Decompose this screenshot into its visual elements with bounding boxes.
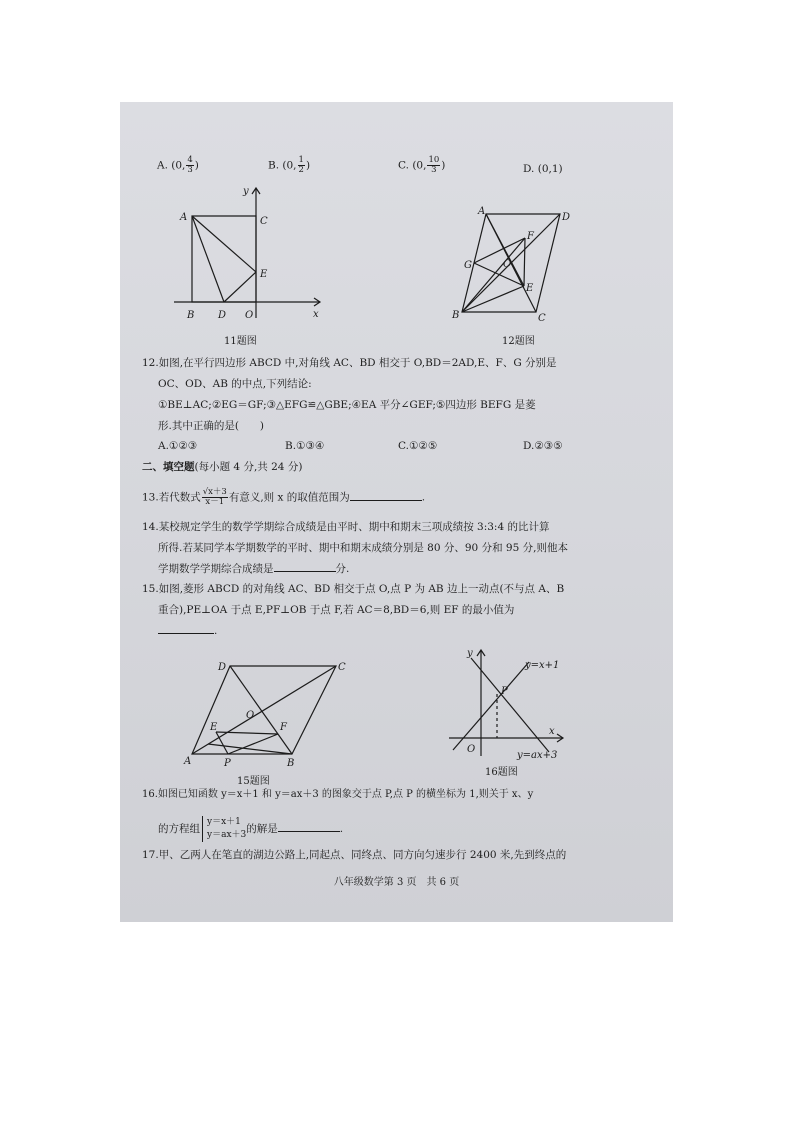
label-a: A [184, 756, 192, 767]
label-o: O [503, 259, 512, 270]
q11-option-d: D. (0,1) [523, 163, 563, 175]
q11-option-a: A. (0, $\frac{4}{3}$ ) [157, 155, 199, 175]
label-c: C [338, 662, 346, 673]
label-d: D [218, 310, 227, 321]
fig15-caption: 15题图 [237, 776, 270, 787]
q15-line-2: 重合),PE⊥OA 于点 E,PF⊥OB 于点 F,若 AC＝8,BD＝6,则 EF 的最小值为 [158, 604, 515, 616]
q16-line-1: 16.如图已知函数 y＝x＋1 和 y＝ax＋3 的图象交于点 P,点 P 的横坐标为 1,则关于 x、y [142, 789, 534, 800]
q11-option-c: C. (0, $\frac{10}{3}$ ) [398, 155, 446, 175]
fig16-caption: 16题图 [485, 767, 518, 778]
label-g: G [464, 260, 472, 271]
segment-de [224, 272, 256, 302]
q12-line-1: 12.如图,在平行四边形 ABCD 中,对角线 AC、BD 相交于 O,BD＝2AD,E、F、G 分别是 [142, 357, 557, 369]
q14-line-3: 学期数学学期综合成绩是 分. [158, 563, 350, 575]
q14-line-2: 所得.若某同学本学期数学的平时、期中和期末成绩分别是 80 分、90 分和 95 分,则他本 [158, 542, 568, 554]
segment-ad [192, 216, 224, 302]
exam-page [120, 102, 673, 922]
label-d: D [562, 212, 571, 223]
label-x: x [313, 309, 319, 320]
label-o: O [245, 310, 254, 321]
figure-15 [184, 658, 358, 769]
q13: 13.若代数式 $\frac{√x+3}{x-1}$ 有意义,则 x 的取值范围为 . [142, 487, 426, 507]
q12-option-c: C.①②⑤ [398, 440, 438, 452]
label-f: F [280, 722, 287, 733]
label-e: E [260, 269, 268, 280]
segment-ae [192, 216, 256, 272]
q14-line-1: 14.某校规定学生的数学学期综合成绩是由平时、期中和期末三项成绩按 3:3:4 的比计算 [142, 521, 550, 533]
q13-fraction: $\frac{√x+3}{x-1}$ [202, 487, 227, 507]
label-f: F [527, 231, 534, 242]
label-b: B [452, 310, 460, 321]
segment-ae [486, 214, 524, 286]
rectangle-abOc [192, 216, 256, 302]
q12-option-b: B.①③④ [285, 440, 325, 452]
q12-option-d: D.②③⑤ [523, 440, 563, 452]
q15-line-1: 15.如图,菱形 ABCD 的对角线 AC、BD 相交于点 O,点 P 为 AB 边上一动点(不与点 A、B [142, 583, 565, 595]
q16-answer-blank[interactable] [278, 831, 340, 832]
label-c: C [260, 216, 268, 227]
label-line-1: y=x+1 [525, 660, 560, 671]
label-o: O [246, 710, 255, 721]
q16-line-2: 的方程组 y＝x＋1 y＝ax＋3 的解是 . [158, 817, 344, 840]
label-e: E [210, 722, 218, 733]
section-2-heading [142, 460, 302, 474]
figure-11 [170, 184, 330, 324]
label-line-2: y=ax+3 [517, 750, 558, 761]
q13-answer-blank[interactable] [350, 500, 422, 501]
fig12-caption: 12题图 [502, 336, 535, 347]
segment-fe [524, 238, 525, 286]
q12-line-2: OC、OD、AB 的中点,下列结论: [158, 378, 312, 390]
label-a: A [478, 206, 486, 217]
q16-equation-system: y＝x＋1 y＝ax＋3 [202, 816, 246, 842]
segment-be [462, 286, 524, 312]
figure-16 [445, 648, 575, 763]
label-d: D [218, 662, 227, 673]
q15-answer-blank[interactable] [158, 633, 214, 634]
figure-12 [452, 206, 578, 324]
fig11-caption: 11题图 [224, 336, 257, 347]
q12-option-a: A.①②③ [158, 440, 198, 452]
label-a: A [180, 212, 188, 223]
line-y-x-plus-1 [453, 662, 529, 750]
label-b: B [187, 310, 195, 321]
section-2-note: (每小题 4 分,共 24 分) [194, 461, 303, 473]
label-x: x [549, 726, 555, 737]
q12-line-3: ①BE⊥AC;②EG＝GF;③△EFG≌△GBE;④EA 平分∠GEF;⑤四边形 BEFG 是菱 [158, 399, 536, 411]
q11-option-b: B. (0, $\frac{1}{2}$ ) [268, 155, 311, 175]
label-e: E [526, 283, 534, 294]
label-p: P [501, 686, 508, 697]
label-y: y [243, 186, 249, 197]
label-y: y [467, 648, 473, 659]
q17-line-1: 17.甲、乙两人在笔直的湖边公路上,同起点、同终点、同方向匀速步行 2400 米,先到终点的 [142, 849, 567, 861]
q15-line-3: . [158, 624, 217, 638]
q14-answer-blank[interactable] [274, 571, 336, 572]
label-p: P [224, 758, 231, 769]
section-2-title: 二、填空题 [142, 461, 195, 473]
q12-line-4: 形.其中正确的是( ) [158, 420, 265, 432]
label-c: C [538, 313, 546, 324]
page-footer: 八年级数学第 3 页 共 6 页 [333, 877, 460, 888]
label-o: O [467, 744, 476, 755]
label-b: B [287, 758, 295, 769]
